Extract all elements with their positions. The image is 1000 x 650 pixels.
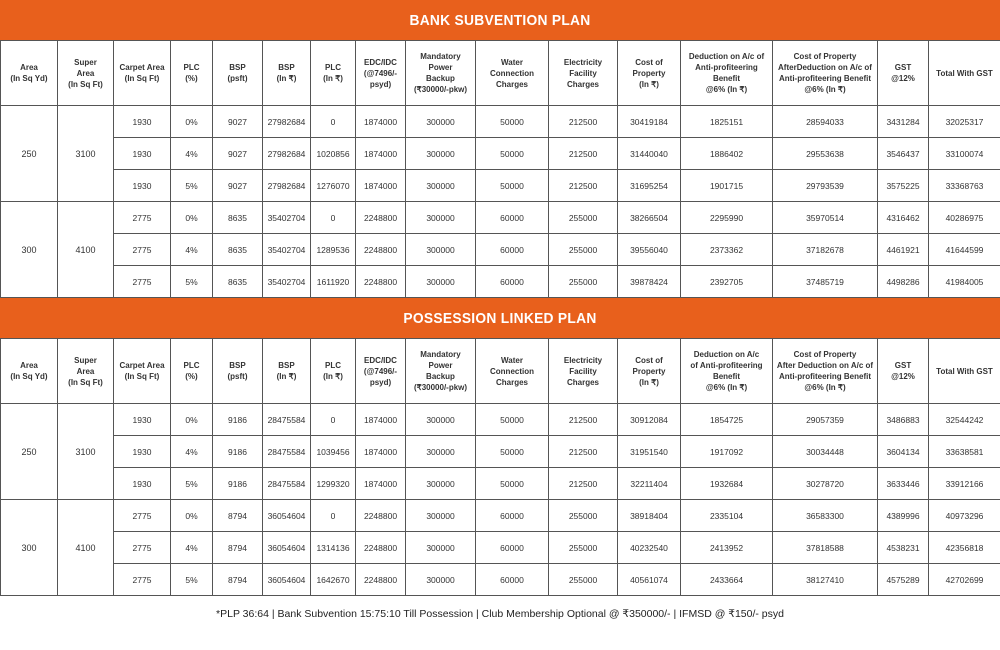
column-header: Cost of Property (In ₹) <box>618 41 681 106</box>
table-cell: 40286975 <box>929 202 1000 234</box>
table-cell: 36054604 <box>263 564 311 596</box>
column-header: Total With GST <box>929 41 1000 106</box>
table-cell: 212500 <box>549 138 618 170</box>
table-cell: 4316462 <box>878 202 929 234</box>
table-cell: 1874000 <box>356 106 406 138</box>
table-cell: 212500 <box>549 436 618 468</box>
column-header: BSP (psft) <box>213 41 263 106</box>
table-row <box>1 436 1000 468</box>
table-cell: 2775 <box>114 202 171 234</box>
column-header: Cost of Property After Deduction on A/c of Anti-profiteering Benefit @6% (In ₹) <box>773 339 878 404</box>
table-cell: 31695254 <box>618 170 681 202</box>
table-cell: 2373362 <box>681 234 773 266</box>
table-cell: 30419184 <box>618 106 681 138</box>
area-cell: 300 <box>1 500 58 596</box>
table-cell: 35402704 <box>263 266 311 298</box>
table-cell: 1886402 <box>681 138 773 170</box>
super-area-cell: 3100 <box>58 106 114 202</box>
table-cell: 2248800 <box>356 266 406 298</box>
table-cell: 37485719 <box>773 266 878 298</box>
table-cell: 8635 <box>213 266 263 298</box>
table-cell: 300000 <box>406 564 476 596</box>
table-cell: 8794 <box>213 564 263 596</box>
table-cell: 1825151 <box>681 106 773 138</box>
table-row <box>1 266 1000 298</box>
table-cell: 1020856 <box>311 138 356 170</box>
table-cell: 40973296 <box>929 500 1000 532</box>
column-header: EDC/IDC (@7496/- psyd) <box>356 339 406 404</box>
table-row <box>1 500 1000 532</box>
column-header: GST @12% <box>878 339 929 404</box>
table-cell: 300000 <box>406 436 476 468</box>
table-cell: 37818588 <box>773 532 878 564</box>
plan-title: BANK SUBVENTION PLAN <box>40 0 960 40</box>
table-cell: 2248800 <box>356 234 406 266</box>
table-cell: 2775 <box>114 564 171 596</box>
table-cell: 32544242 <box>929 404 1000 436</box>
table-cell: 42356818 <box>929 532 1000 564</box>
table-cell: 33368763 <box>929 170 1000 202</box>
column-header: PLC (In ₹) <box>311 339 356 404</box>
table-cell: 0 <box>311 202 356 234</box>
column-header: Electricity Facility Charges <box>549 41 618 106</box>
table-cell: 28594033 <box>773 106 878 138</box>
table-cell: 300000 <box>406 202 476 234</box>
table-cell: 3486883 <box>878 404 929 436</box>
table-cell: 4461921 <box>878 234 929 266</box>
super-area-cell: 4100 <box>58 500 114 596</box>
table-row <box>1 234 1000 266</box>
table-cell: 38127410 <box>773 564 878 596</box>
table-cell: 1901715 <box>681 170 773 202</box>
column-header: Mandatory Power Backup (₹30000/-pkw) <box>406 41 476 106</box>
table-cell: 0 <box>311 500 356 532</box>
column-header: Cost of Property AfterDeduction on A/c of Anti-profiteering Benefit @6% (In ₹) <box>773 41 878 106</box>
table-cell: 1854725 <box>681 404 773 436</box>
area-cell: 250 <box>1 404 58 500</box>
table-cell: 60000 <box>476 500 549 532</box>
table-cell: 32211404 <box>618 468 681 500</box>
table-cell: 2248800 <box>356 564 406 596</box>
table-cell: 1930 <box>114 106 171 138</box>
table-cell: 38266504 <box>618 202 681 234</box>
table-cell: 35970514 <box>773 202 878 234</box>
table-cell: 8635 <box>213 202 263 234</box>
column-header: BSP (psft) <box>213 339 263 404</box>
column-header: EDC/IDC (@7496/- psyd) <box>356 41 406 106</box>
column-header: Electricity Facility Charges <box>549 339 618 404</box>
table-cell: 2413952 <box>681 532 773 564</box>
column-header: Deduction on A/c of Anti-profiteering Benefit @6% (In ₹) <box>681 41 773 106</box>
table-cell: 5% <box>171 266 213 298</box>
table-cell: 4498286 <box>878 266 929 298</box>
table-cell: 9027 <box>213 138 263 170</box>
table-cell: 60000 <box>476 202 549 234</box>
table-cell: 2248800 <box>356 500 406 532</box>
table-cell: 4575289 <box>878 564 929 596</box>
table-cell: 1930 <box>114 436 171 468</box>
plan-title: POSSESSION LINKED PLAN <box>40 298 960 338</box>
table-cell: 27982684 <box>263 170 311 202</box>
table-cell: 40561074 <box>618 564 681 596</box>
table-cell: 8794 <box>213 532 263 564</box>
table-cell: 0% <box>171 106 213 138</box>
table-cell: 4538231 <box>878 532 929 564</box>
table-cell: 4% <box>171 138 213 170</box>
table-cell: 50000 <box>476 170 549 202</box>
table-cell: 5% <box>171 564 213 596</box>
table-row <box>1 468 1000 500</box>
table-cell: 1039456 <box>311 436 356 468</box>
table-cell: 35402704 <box>263 234 311 266</box>
table-cell: 31440040 <box>618 138 681 170</box>
table-cell: 30912084 <box>618 404 681 436</box>
table-cell: 2335104 <box>681 500 773 532</box>
table-cell: 30278720 <box>773 468 878 500</box>
table-cell: 212500 <box>549 170 618 202</box>
price-table <box>0 338 1000 596</box>
table-cell: 9027 <box>213 106 263 138</box>
table-cell: 1930 <box>114 170 171 202</box>
table-cell: 300000 <box>406 106 476 138</box>
table-cell: 1314136 <box>311 532 356 564</box>
table-cell: 60000 <box>476 266 549 298</box>
table-cell: 28475584 <box>263 404 311 436</box>
area-cell: 300 <box>1 202 58 298</box>
table-cell: 212500 <box>549 106 618 138</box>
table-cell: 36583300 <box>773 500 878 532</box>
table-cell: 29057359 <box>773 404 878 436</box>
column-header: Super Area (In Sq Ft) <box>58 41 114 106</box>
table-cell: 2295990 <box>681 202 773 234</box>
table-cell: 31951540 <box>618 436 681 468</box>
header-row <box>1 339 1000 404</box>
table-cell: 28475584 <box>263 468 311 500</box>
table-cell: 1611920 <box>311 266 356 298</box>
table-cell: 39556040 <box>618 234 681 266</box>
table-cell: 300000 <box>406 234 476 266</box>
table-cell: 1289536 <box>311 234 356 266</box>
column-header: GST @12% <box>878 41 929 106</box>
table-cell: 1299320 <box>311 468 356 500</box>
table-cell: 300000 <box>406 532 476 564</box>
table-cell: 41984005 <box>929 266 1000 298</box>
plan-title-band <box>0 0 1000 40</box>
table-cell: 2248800 <box>356 532 406 564</box>
column-header: PLC (%) <box>171 41 213 106</box>
table-cell: 8794 <box>213 500 263 532</box>
table-cell: 2433664 <box>681 564 773 596</box>
table-cell: 1917092 <box>681 436 773 468</box>
table-cell: 2775 <box>114 266 171 298</box>
table-cell: 42702699 <box>929 564 1000 596</box>
column-header: PLC (In ₹) <box>311 41 356 106</box>
table-row <box>1 202 1000 234</box>
table-row <box>1 170 1000 202</box>
column-header: Mandatory Power Backup (₹30000/-pkw) <box>406 339 476 404</box>
table-cell: 1930 <box>114 468 171 500</box>
table-cell: 2248800 <box>356 202 406 234</box>
table-cell: 50000 <box>476 436 549 468</box>
table-cell: 4% <box>171 436 213 468</box>
table-row <box>1 106 1000 138</box>
table-cell: 300000 <box>406 138 476 170</box>
table-cell: 8635 <box>213 234 263 266</box>
table-cell: 4% <box>171 234 213 266</box>
super-area-cell: 3100 <box>58 404 114 500</box>
table-cell: 3604134 <box>878 436 929 468</box>
table-cell: 60000 <box>476 234 549 266</box>
column-header: Deduction on A/c of Anti-profiteering Benefit @6% (In ₹) <box>681 339 773 404</box>
table-cell: 50000 <box>476 404 549 436</box>
table-cell: 33100074 <box>929 138 1000 170</box>
table-cell: 1930 <box>114 138 171 170</box>
price-table <box>0 40 1000 298</box>
table-cell: 3575225 <box>878 170 929 202</box>
table-cell: 2775 <box>114 500 171 532</box>
plan-title-band <box>0 298 1000 338</box>
column-header: BSP (In ₹) <box>263 339 311 404</box>
table-cell: 255000 <box>549 532 618 564</box>
table-cell: 50000 <box>476 138 549 170</box>
table-cell: 9186 <box>213 404 263 436</box>
table-cell: 1642670 <box>311 564 356 596</box>
table-cell: 28475584 <box>263 436 311 468</box>
column-header: BSP (In ₹) <box>263 41 311 106</box>
table-cell: 29793539 <box>773 170 878 202</box>
table-cell: 1874000 <box>356 138 406 170</box>
table-cell: 1932684 <box>681 468 773 500</box>
table-row <box>1 404 1000 436</box>
table-cell: 3546437 <box>878 138 929 170</box>
column-header: Carpet Area (In Sq Ft) <box>114 41 171 106</box>
area-cell: 250 <box>1 106 58 202</box>
column-header: Area (In Sq Yd) <box>1 339 58 404</box>
table-cell: 9027 <box>213 170 263 202</box>
table-cell: 39878424 <box>618 266 681 298</box>
table-cell: 33912166 <box>929 468 1000 500</box>
table-cell: 212500 <box>549 468 618 500</box>
table-cell: 41644599 <box>929 234 1000 266</box>
table-cell: 300000 <box>406 404 476 436</box>
table-cell: 2775 <box>114 234 171 266</box>
table-cell: 2392705 <box>681 266 773 298</box>
column-header: Carpet Area (In Sq Ft) <box>114 339 171 404</box>
table-cell: 0% <box>171 500 213 532</box>
column-header: Total With GST <box>929 339 1000 404</box>
table-cell: 40232540 <box>618 532 681 564</box>
table-cell: 60000 <box>476 564 549 596</box>
table-cell: 35402704 <box>263 202 311 234</box>
column-header: Water Connection Charges <box>476 41 549 106</box>
table-cell: 50000 <box>476 468 549 500</box>
column-header: Water Connection Charges <box>476 339 549 404</box>
table-cell: 32025317 <box>929 106 1000 138</box>
column-header: Super Area (In Sq Ft) <box>58 339 114 404</box>
column-header: Area (In Sq Yd) <box>1 41 58 106</box>
header-row <box>1 41 1000 106</box>
table-cell: 1874000 <box>356 436 406 468</box>
super-area-cell: 4100 <box>58 202 114 298</box>
column-header: Cost of Property (In ₹) <box>618 339 681 404</box>
table-cell: 3431284 <box>878 106 929 138</box>
table-cell: 5% <box>171 468 213 500</box>
footer-note: *PLP 36:64 | Bank Subvention 15:75:10 Till Possession | Club Membership Optional @ ₹350000/- | IFMSD @ ₹150/- psyd <box>216 608 784 620</box>
table-cell: 36054604 <box>263 532 311 564</box>
table-cell: 1874000 <box>356 468 406 500</box>
table-cell: 33638581 <box>929 436 1000 468</box>
table-cell: 300000 <box>406 500 476 532</box>
table-cell: 27982684 <box>263 106 311 138</box>
table-cell: 0% <box>171 404 213 436</box>
table-cell: 255000 <box>549 234 618 266</box>
table-cell: 300000 <box>406 170 476 202</box>
table-row <box>1 532 1000 564</box>
table-cell: 1276070 <box>311 170 356 202</box>
table-cell: 38918404 <box>618 500 681 532</box>
column-header: PLC (%) <box>171 339 213 404</box>
table-cell: 300000 <box>406 468 476 500</box>
table-cell: 3633446 <box>878 468 929 500</box>
table-cell: 2775 <box>114 532 171 564</box>
table-cell: 37182678 <box>773 234 878 266</box>
table-cell: 9186 <box>213 436 263 468</box>
table-cell: 1930 <box>114 404 171 436</box>
table-cell: 30034448 <box>773 436 878 468</box>
table-cell: 1874000 <box>356 170 406 202</box>
table-cell: 300000 <box>406 266 476 298</box>
table-cell: 4389996 <box>878 500 929 532</box>
table-cell: 0 <box>311 404 356 436</box>
table-row <box>1 564 1000 596</box>
table-cell: 212500 <box>549 404 618 436</box>
table-cell: 4% <box>171 532 213 564</box>
table-cell: 255000 <box>549 202 618 234</box>
table-cell: 0% <box>171 202 213 234</box>
table-cell: 0 <box>311 106 356 138</box>
table-cell: 255000 <box>549 266 618 298</box>
table-cell: 255000 <box>549 500 618 532</box>
table-cell: 27982684 <box>263 138 311 170</box>
table-cell: 5% <box>171 170 213 202</box>
table-cell: 255000 <box>549 564 618 596</box>
table-row <box>1 138 1000 170</box>
table-cell: 50000 <box>476 106 549 138</box>
table-cell: 9186 <box>213 468 263 500</box>
table-cell: 60000 <box>476 532 549 564</box>
table-cell: 36054604 <box>263 500 311 532</box>
table-cell: 1874000 <box>356 404 406 436</box>
table-cell: 29553638 <box>773 138 878 170</box>
